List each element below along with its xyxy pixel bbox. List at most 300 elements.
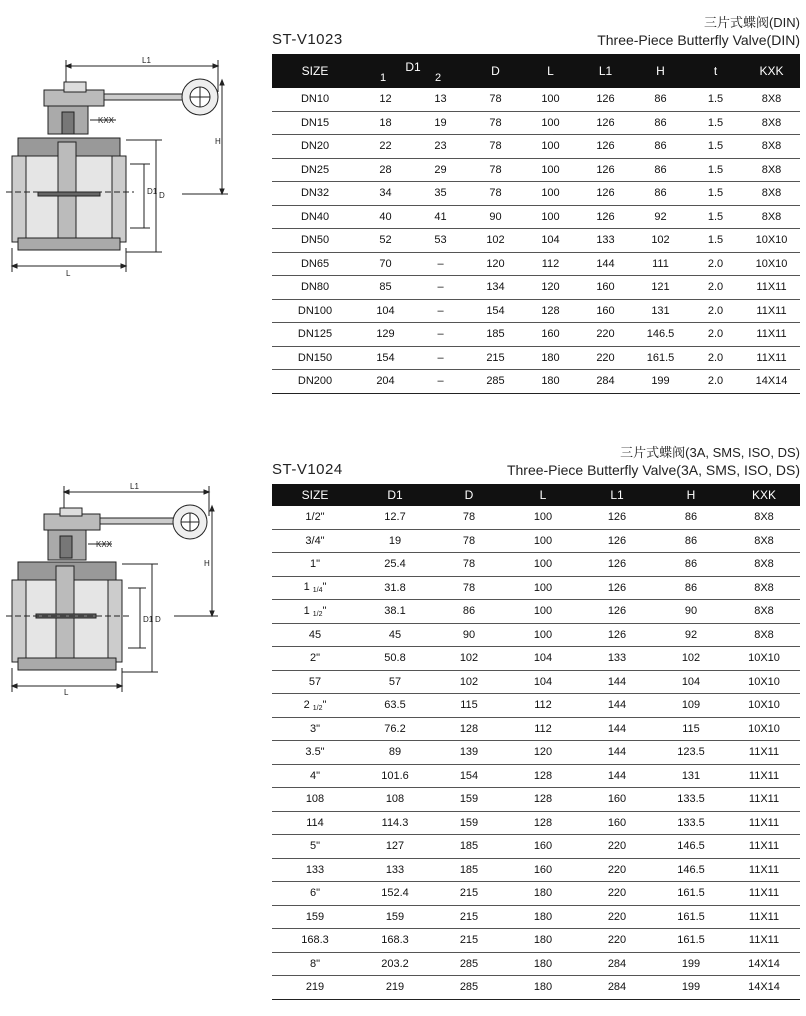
col-header-d1: D1 1 2 [358, 54, 468, 88]
table-cell: 220 [578, 346, 633, 370]
dim-label-l1: L1 [130, 482, 139, 491]
col-header-d1: D1 [358, 484, 432, 506]
table-row [272, 323, 800, 347]
table-cell: 180 [506, 929, 580, 953]
table-cell: 8X8 [743, 205, 800, 229]
table-cell: 126 [580, 553, 654, 577]
table-cell: 11X11 [743, 323, 800, 347]
table-cell: 8X8 [743, 88, 800, 111]
table-row [272, 135, 800, 159]
table-cell: – [413, 346, 468, 370]
table-cell: 86 [654, 506, 728, 529]
table-cell: 104 [506, 647, 580, 671]
table-cell: 199 [654, 976, 728, 1000]
size-cell: 219 [272, 976, 358, 1000]
table-cell: 180 [506, 905, 580, 929]
table-cell: 19 [358, 529, 432, 553]
dim-label-kxx: KXX [98, 116, 115, 125]
table-row [272, 346, 800, 370]
table-cell: 180 [506, 952, 580, 976]
table-cell: 284 [580, 976, 654, 1000]
table-cell: 8X8 [728, 576, 800, 600]
table-cell: 220 [580, 905, 654, 929]
table-cell: 102 [432, 647, 506, 671]
table-cell: 104 [523, 229, 578, 253]
table-cell: 133 [358, 858, 432, 882]
table-row [272, 647, 800, 671]
size-cell: 8" [272, 952, 358, 976]
table-cell: 1.5 [688, 135, 743, 159]
table-row [272, 882, 800, 906]
table-row [272, 158, 800, 182]
size-cell: 159 [272, 905, 358, 929]
table-cell: 185 [432, 835, 506, 859]
dim-label-h: H [204, 559, 210, 568]
table-cell: 111 [633, 252, 688, 276]
table-row [272, 182, 800, 206]
table-cell: 12 [358, 88, 413, 111]
size-fraction: 1/2 [312, 704, 323, 712]
product-title-cn: 三片式蝶阀(DIN) [703, 15, 800, 30]
valve-drawing-din [4, 52, 254, 282]
table-row [272, 506, 800, 529]
table-row [272, 576, 800, 600]
table-cell: 35 [413, 182, 468, 206]
table-cell: 78 [468, 88, 523, 111]
table-cell: 11X11 [728, 882, 800, 906]
table-cell: 126 [578, 158, 633, 182]
table-cell: 1.5 [688, 182, 743, 206]
size-inch-mark: " [322, 698, 327, 711]
table-cell: 114.3 [358, 811, 432, 835]
col-header-l1: L1 [580, 484, 654, 506]
table-cell: 126 [578, 111, 633, 135]
table-cell: 128 [506, 788, 580, 812]
table-cell: 92 [654, 623, 728, 647]
table-cell: 285 [468, 370, 523, 394]
table-cell: 104 [654, 670, 728, 694]
col-header-size: SIZE [272, 484, 358, 506]
table-cell: 100 [506, 623, 580, 647]
table-cell: 144 [580, 741, 654, 765]
table-cell: 154 [358, 346, 413, 370]
table-cell: 22 [358, 135, 413, 159]
table-row [272, 252, 800, 276]
table-cell: 11X11 [728, 929, 800, 953]
table-cell: 204 [358, 370, 413, 394]
spec-table-din [272, 54, 800, 394]
table-cell: 78 [432, 553, 506, 577]
table-cell: 112 [523, 252, 578, 276]
table-row [272, 670, 800, 694]
dim-label-kxx: KXX [96, 540, 113, 549]
table-row [272, 976, 800, 1000]
table-cell: 8X8 [743, 111, 800, 135]
size-cell: 57 [272, 670, 358, 694]
col-header-size: SIZE [272, 54, 358, 88]
table-cell: 131 [654, 764, 728, 788]
table-cell: 45 [358, 623, 432, 647]
size-cell: 3/4" [272, 529, 358, 553]
table-cell: 1.5 [688, 229, 743, 253]
table-cell: 86 [633, 88, 688, 111]
table-cell: 144 [580, 694, 654, 718]
col-header-l1: L1 [578, 54, 633, 88]
table-cell: 128 [506, 764, 580, 788]
table-cell: 146.5 [633, 323, 688, 347]
table-cell: 121 [633, 276, 688, 300]
table-cell: 78 [432, 529, 506, 553]
table-cell: 1.5 [688, 88, 743, 111]
table-cell: 8X8 [728, 623, 800, 647]
table-row [272, 929, 800, 953]
product-title-en: Three-Piece Butterfly Valve(3A, SMS, ISO, DS) [506, 462, 800, 478]
table-cell: 52 [358, 229, 413, 253]
dim-label-h: H [215, 137, 221, 146]
table-cell: 112 [506, 717, 580, 741]
col-header-kxk: KXK [728, 484, 800, 506]
table-cell: 115 [654, 717, 728, 741]
table-row [272, 905, 800, 929]
table-cell: 154 [468, 299, 523, 323]
size-cell: 4" [272, 764, 358, 788]
table-cell: 146.5 [654, 835, 728, 859]
table-cell: 8X8 [728, 506, 800, 529]
table-row [272, 205, 800, 229]
table-cell: DN50 [272, 229, 358, 253]
table-cell: DN125 [272, 323, 358, 347]
table-cell: 86 [654, 529, 728, 553]
table-cell: 12.7 [358, 506, 432, 529]
table-cell: 11X11 [728, 764, 800, 788]
size-cell: 45 [272, 623, 358, 647]
size-whole: 1 [303, 604, 310, 617]
table-cell: 8X8 [743, 182, 800, 206]
table-cell: 86 [633, 111, 688, 135]
table-cell: 285 [432, 952, 506, 976]
table-cell: 220 [580, 858, 654, 882]
table-cell: 100 [523, 182, 578, 206]
table-cell: 10X10 [728, 694, 800, 718]
table-cell: 100 [523, 135, 578, 159]
table-cell: DN15 [272, 111, 358, 135]
table-cell: 160 [578, 299, 633, 323]
table-cell: 102 [468, 229, 523, 253]
table-row [272, 276, 800, 300]
section-header-3a-sms-iso-ds [272, 442, 800, 478]
size-inch-mark: " [322, 581, 327, 594]
table-cell: 161.5 [654, 929, 728, 953]
table-cell: 11X11 [728, 835, 800, 859]
table-cell: 220 [578, 323, 633, 347]
table-cell: DN150 [272, 346, 358, 370]
table-row [272, 299, 800, 323]
table-cell: DN200 [272, 370, 358, 394]
table-cell: 57 [358, 670, 432, 694]
table-cell: 160 [580, 811, 654, 835]
table-cell: 215 [432, 929, 506, 953]
col-header-d: D [432, 484, 506, 506]
table-cell: 100 [506, 576, 580, 600]
size-fraction: 1/4 [312, 587, 323, 595]
table-cell: 139 [432, 741, 506, 765]
table-cell: 11X11 [728, 811, 800, 835]
table-cell: 185 [468, 323, 523, 347]
table-cell: 100 [506, 600, 580, 624]
size-cell: 2" [272, 647, 358, 671]
table-cell: 144 [578, 252, 633, 276]
size-whole: 2 [303, 698, 310, 711]
table-cell: 115 [432, 694, 506, 718]
table-cell: 220 [580, 882, 654, 906]
table-cell: 28 [358, 158, 413, 182]
table-cell: 78 [468, 158, 523, 182]
table-cell: 126 [580, 600, 654, 624]
table-cell: 133 [580, 647, 654, 671]
table-cell: 146.5 [654, 858, 728, 882]
table-row [272, 741, 800, 765]
table-cell: 19 [413, 111, 468, 135]
table-cell: – [413, 252, 468, 276]
table-cell: 144 [580, 717, 654, 741]
table-cell: 92 [633, 205, 688, 229]
table-cell: 161.5 [654, 905, 728, 929]
spec-table-3a-sms-iso-ds [272, 484, 800, 1000]
size-cell: 3.5" [272, 741, 358, 765]
table-cell: 215 [432, 905, 506, 929]
size-cell: 1" [272, 553, 358, 577]
table-cell: 101.6 [358, 764, 432, 788]
table-cell: 120 [523, 276, 578, 300]
dim-label-d: D [159, 191, 165, 200]
table-cell: 86 [654, 576, 728, 600]
table-cell: 86 [633, 158, 688, 182]
table-cell: 90 [432, 623, 506, 647]
table-cell: 18 [358, 111, 413, 135]
table-cell: 14X14 [728, 952, 800, 976]
table-cell: 126 [578, 135, 633, 159]
table-cell: 10X10 [743, 229, 800, 253]
table-cell: DN10 [272, 88, 358, 111]
col-header-l: L [523, 54, 578, 88]
table-cell: 285 [432, 976, 506, 1000]
table-cell: 126 [580, 529, 654, 553]
table-row [272, 529, 800, 553]
product-title-cn: 三片式蝶阀(3A, SMS, ISO, DS) [620, 445, 800, 460]
size-inch-mark: " [322, 604, 327, 617]
table-cell: 161.5 [654, 882, 728, 906]
table-cell: 160 [506, 835, 580, 859]
table-cell: 40 [358, 205, 413, 229]
size-fraction: 1/2 [312, 610, 323, 618]
table-cell: 126 [580, 506, 654, 529]
table-cell: 8X8 [728, 529, 800, 553]
table-cell: 134 [468, 276, 523, 300]
table-row [272, 788, 800, 812]
table-cell: 108 [358, 788, 432, 812]
table-cell: 86 [432, 600, 506, 624]
section-header-din [272, 12, 800, 48]
table-cell: 29 [413, 158, 468, 182]
table-cell: 11X11 [743, 346, 800, 370]
table-cell: 161.5 [633, 346, 688, 370]
table-cell: 126 [578, 182, 633, 206]
table-cell: 31.8 [358, 576, 432, 600]
table-cell: 168.3 [358, 929, 432, 953]
size-cell [272, 694, 358, 718]
table-cell: 41 [413, 205, 468, 229]
table-cell: 180 [506, 976, 580, 1000]
table-cell: 23 [413, 135, 468, 159]
table-cell: 133.5 [654, 811, 728, 835]
col-header-l: L [506, 484, 580, 506]
table-cell: 127 [358, 835, 432, 859]
dim-label-l1: L1 [142, 56, 151, 65]
table-cell: DN20 [272, 135, 358, 159]
table-cell: 159 [432, 811, 506, 835]
table-cell: 8X8 [728, 600, 800, 624]
table-cell: 78 [432, 576, 506, 600]
table-cell: 284 [580, 952, 654, 976]
table-cell: 8X8 [728, 553, 800, 577]
table-cell: 154 [432, 764, 506, 788]
table-cell: 100 [523, 88, 578, 111]
table-cell: 14X14 [728, 976, 800, 1000]
table-cell: 219 [358, 976, 432, 1000]
table-cell: 100 [523, 111, 578, 135]
table-cell: 159 [358, 905, 432, 929]
table-cell: 133.5 [654, 788, 728, 812]
table-cell: 2.0 [688, 346, 743, 370]
table-cell: 220 [580, 835, 654, 859]
table-cell: 180 [523, 346, 578, 370]
table-cell: 180 [506, 882, 580, 906]
col-header-t: t [688, 54, 743, 88]
table-row [272, 764, 800, 788]
table-cell: 86 [633, 182, 688, 206]
table-cell: 185 [432, 858, 506, 882]
table-cell: 129 [358, 323, 413, 347]
table-row [272, 88, 800, 111]
table-cell: 2.0 [688, 252, 743, 276]
table-cell: 120 [468, 252, 523, 276]
table-cell: 78 [468, 135, 523, 159]
table-cell: 131 [633, 299, 688, 323]
col-header-kxk: KXK [743, 54, 800, 88]
table-cell: 1.5 [688, 111, 743, 135]
table-cell: 203.2 [358, 952, 432, 976]
table-cell: 53 [413, 229, 468, 253]
table-cell: 160 [578, 276, 633, 300]
table-row [272, 600, 800, 624]
col-header-h: H [633, 54, 688, 88]
table-cell: 10X10 [728, 647, 800, 671]
table-cell: 104 [506, 670, 580, 694]
table-cell: 11X11 [728, 905, 800, 929]
product-title-en: Three-Piece Butterfly Valve(DIN) [597, 32, 800, 48]
table-cell: 128 [523, 299, 578, 323]
table-cell: 120 [506, 741, 580, 765]
table-cell: – [413, 299, 468, 323]
table-row [272, 370, 800, 394]
size-cell [272, 600, 358, 624]
dim-label-d1: D1 [147, 187, 158, 196]
table-cell: 13 [413, 88, 468, 111]
table-cell: 215 [468, 346, 523, 370]
table-cell: 63.5 [358, 694, 432, 718]
table-cell: DN40 [272, 205, 358, 229]
table-cell: 215 [432, 882, 506, 906]
table-cell: 1.5 [688, 205, 743, 229]
dim-label-l: L [64, 688, 69, 697]
table-cell: 128 [506, 811, 580, 835]
table-cell: 220 [580, 929, 654, 953]
table-row [272, 694, 800, 718]
table-cell: DN32 [272, 182, 358, 206]
table-cell: 123.5 [654, 741, 728, 765]
table-cell: 144 [580, 670, 654, 694]
table-cell: 8X8 [743, 158, 800, 182]
table-cell: 50.8 [358, 647, 432, 671]
product-code: ST-V1024 [272, 461, 343, 478]
table-row [272, 229, 800, 253]
table-cell: 199 [654, 952, 728, 976]
table-cell: 14X14 [743, 370, 800, 394]
table-cell: 180 [523, 370, 578, 394]
table-cell: 2.0 [688, 370, 743, 394]
table-cell: 11X11 [743, 276, 800, 300]
table-cell: 109 [654, 694, 728, 718]
table-cell: DN65 [272, 252, 358, 276]
table-cell: 11X11 [728, 858, 800, 882]
table-cell: 38.1 [358, 600, 432, 624]
table-cell: 112 [506, 694, 580, 718]
table-cell: 100 [523, 205, 578, 229]
col-header-h: H [654, 484, 728, 506]
table-cell: 78 [468, 182, 523, 206]
table-cell: 11X11 [728, 741, 800, 765]
table-cell: 102 [654, 647, 728, 671]
table-cell: – [413, 276, 468, 300]
table-cell: 70 [358, 252, 413, 276]
table-row [272, 858, 800, 882]
table-cell: 102 [633, 229, 688, 253]
table-cell: 8X8 [743, 135, 800, 159]
table-cell: 199 [633, 370, 688, 394]
table-cell: 11X11 [728, 788, 800, 812]
table-cell: 160 [506, 858, 580, 882]
table-cell: 133 [578, 229, 633, 253]
size-cell: 133 [272, 858, 358, 882]
table-cell: 160 [580, 788, 654, 812]
table-cell: 1.5 [688, 158, 743, 182]
table-row [272, 811, 800, 835]
table-cell: 90 [654, 600, 728, 624]
table-cell: 86 [654, 553, 728, 577]
table-cell: 100 [523, 158, 578, 182]
dim-label-d: D [155, 615, 161, 624]
size-whole: 1 [303, 581, 310, 594]
table-cell: 89 [358, 741, 432, 765]
table-cell: 10X10 [728, 670, 800, 694]
size-cell: 1/2" [272, 506, 358, 529]
table-cell: DN25 [272, 158, 358, 182]
table-cell: 104 [358, 299, 413, 323]
table-row [272, 111, 800, 135]
table-cell: 11X11 [743, 299, 800, 323]
table-cell: 126 [580, 623, 654, 647]
table-cell: 152.4 [358, 882, 432, 906]
